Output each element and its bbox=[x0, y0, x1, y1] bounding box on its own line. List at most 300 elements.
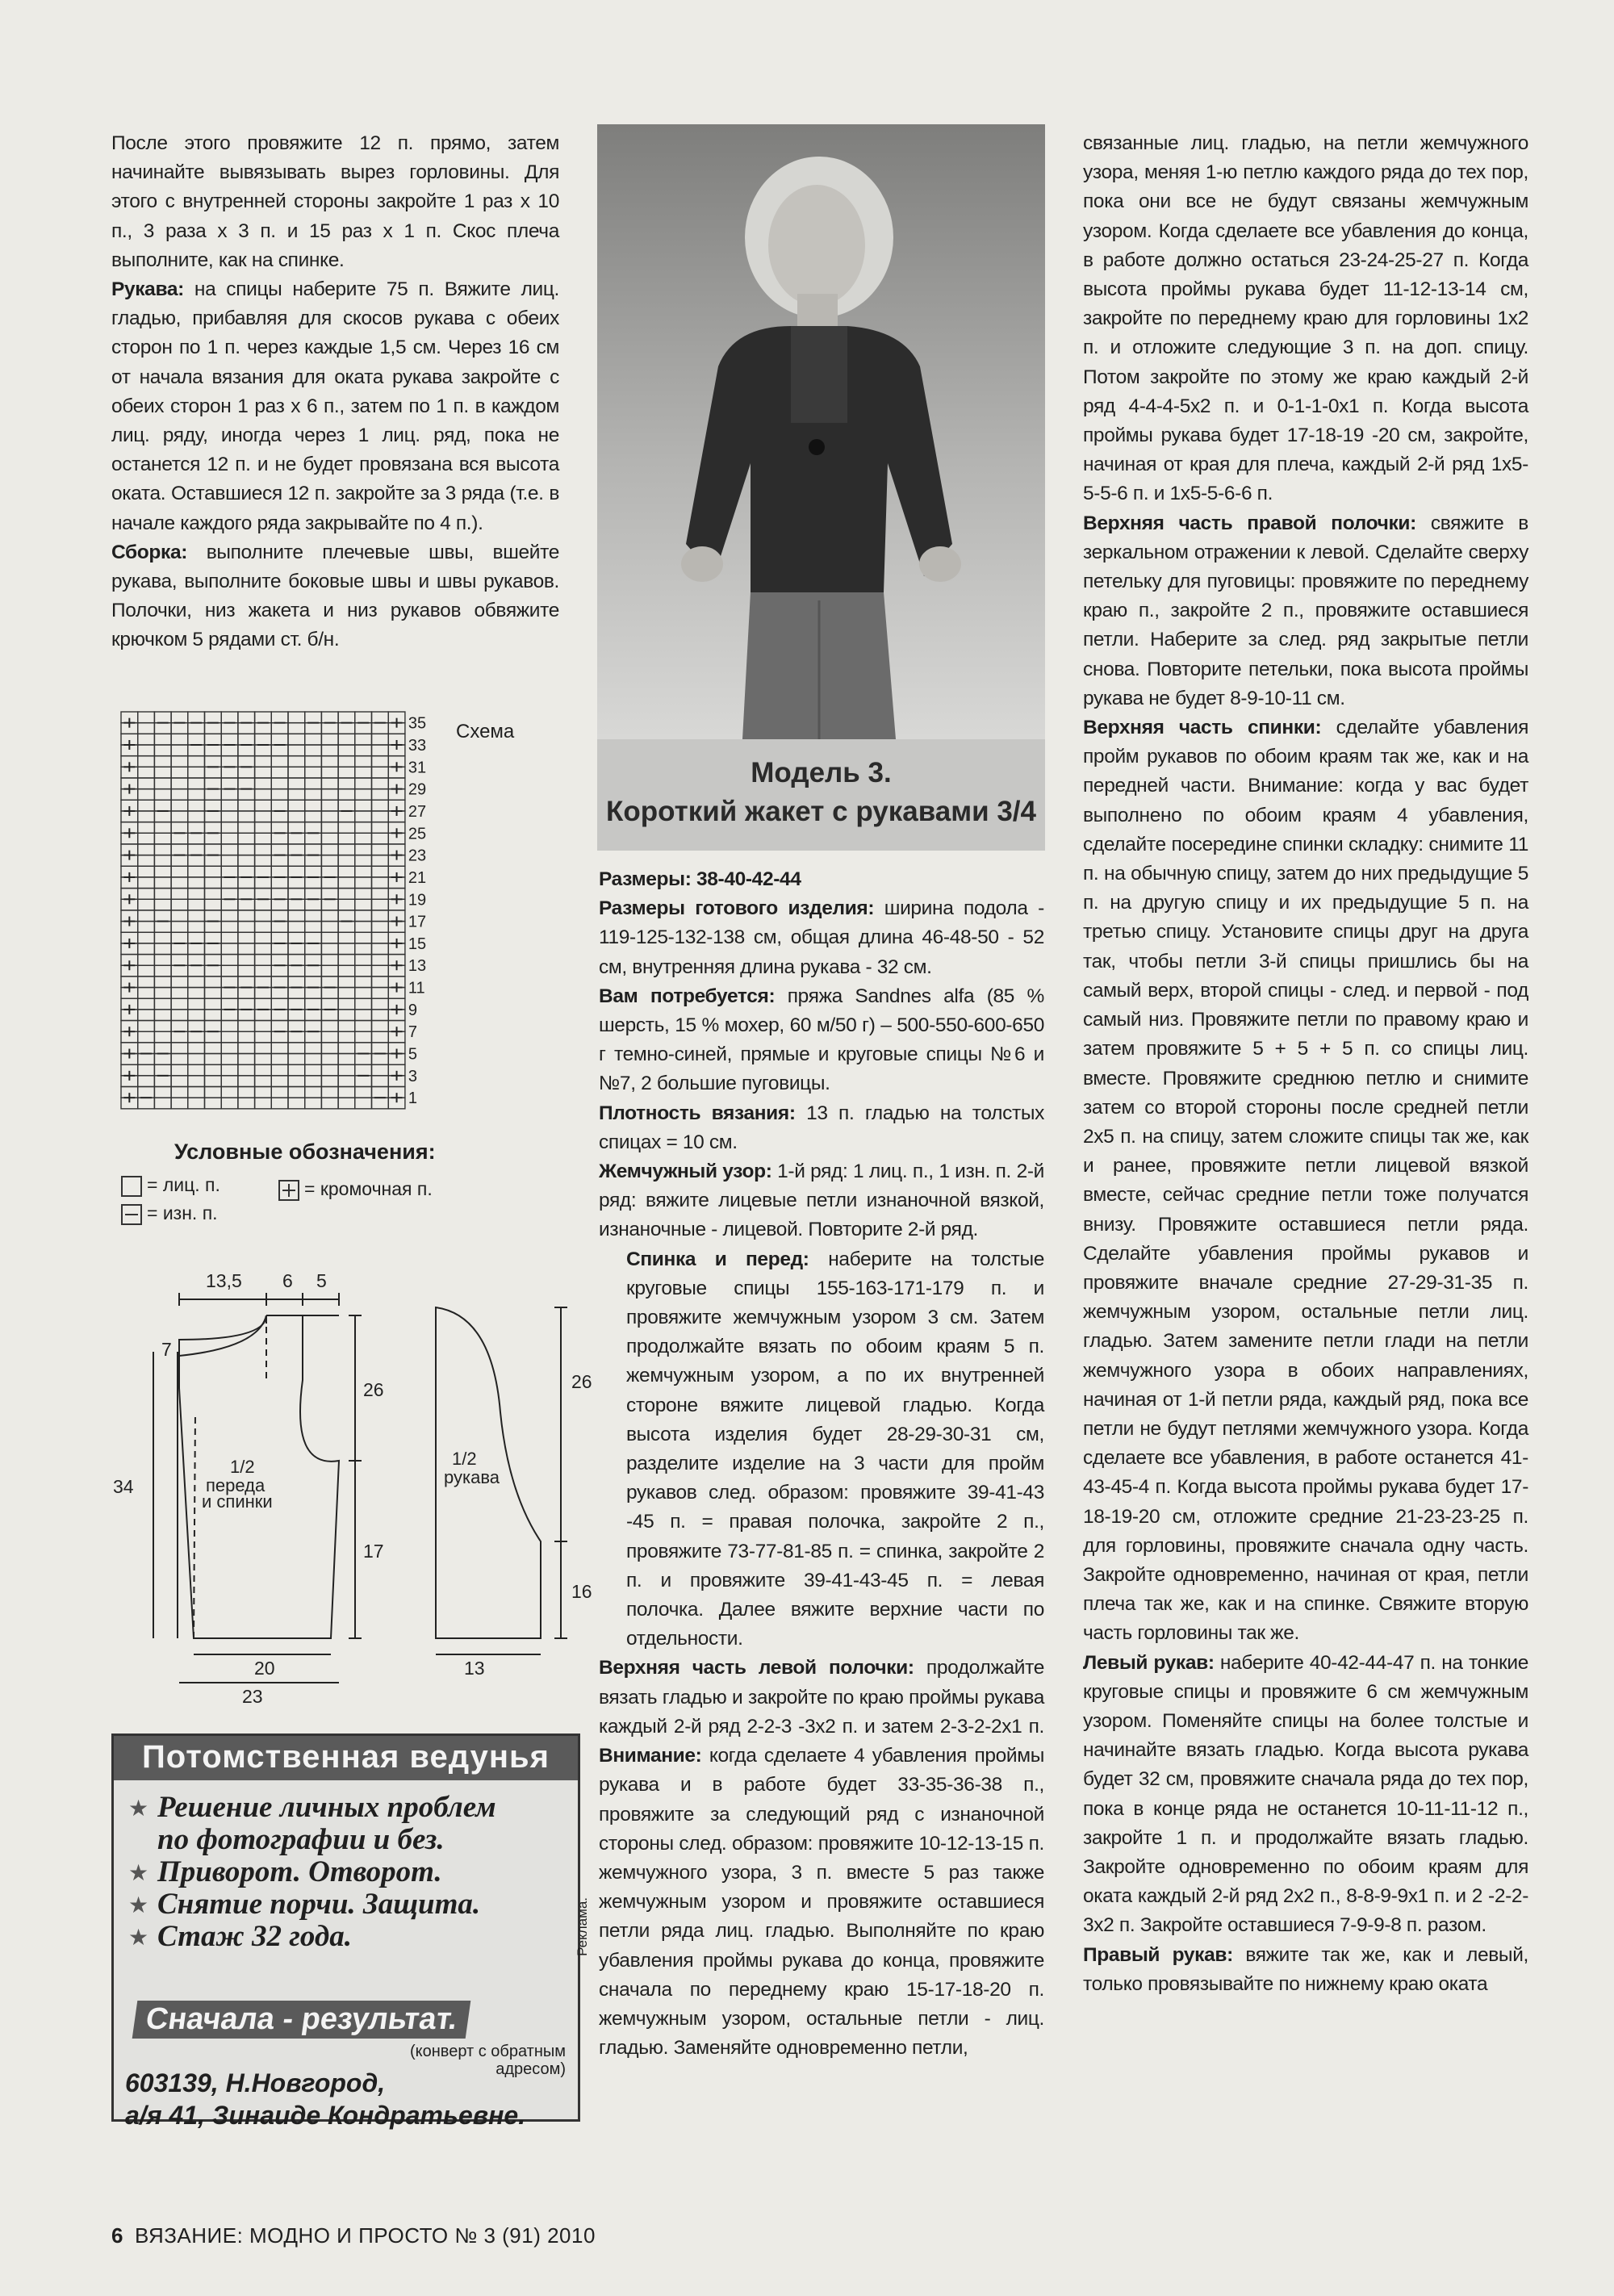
chart-cell bbox=[305, 778, 322, 789]
chart-cell bbox=[221, 922, 238, 933]
chart-cell bbox=[154, 899, 171, 910]
page-footer bbox=[111, 2223, 596, 2248]
chart-cell bbox=[288, 734, 305, 745]
chart-cell bbox=[221, 932, 238, 943]
chart-cell bbox=[305, 1064, 322, 1076]
chart-cell bbox=[221, 844, 238, 855]
left-front-paragraph: Верхняя часть левой полочки: продолжайте вязать гладью и закройте по краю проймы рукава каждый 2-й ряд 2-2-3 -3х2 п. и затем 2-3-2-2х1 п. Внимание: когда сделаете 4 убавления проймы рукава и в работе будет 33-35-36-38 п., провяжите за следующий ряд с изнаночной стороны след. образом: провяжите 10-12-13-15 п. жемчужного узора, 3 п. вместе 5 раз также жемчужным узором и провяжите оставшиеся петли ряда лиц. гладью. Выполняйте по краю убавления проймы рукава до конца, провяжите сначала по переднему краю 15-17-18-20 п. жемчужным узором, остальные петли - лиц. гладью. Заменяйте одновременно петли, bbox=[599, 1657, 1044, 2060]
chart-cell bbox=[205, 1021, 222, 1032]
chart-cell bbox=[188, 1031, 205, 1043]
chart-cell bbox=[321, 723, 338, 734]
ad-line-1: Решение личных проблем bbox=[157, 1791, 496, 1824]
chart-cell bbox=[138, 734, 155, 745]
chart-cell bbox=[321, 734, 338, 745]
chart-cell bbox=[154, 822, 171, 834]
chart-cell bbox=[188, 734, 205, 745]
chart-cell bbox=[154, 745, 171, 756]
chart-cell bbox=[154, 922, 171, 933]
chart-cell bbox=[138, 1076, 155, 1087]
chart-cell bbox=[321, 1064, 338, 1076]
chart-cell bbox=[338, 998, 355, 1010]
chart-cell bbox=[355, 789, 372, 801]
chart-cell bbox=[355, 822, 372, 834]
chart-cell bbox=[138, 833, 155, 844]
chart-cell bbox=[255, 1031, 272, 1043]
chart-cell bbox=[138, 1043, 155, 1054]
chart-cell bbox=[355, 800, 372, 811]
chart-cell bbox=[238, 910, 255, 922]
chart-cell bbox=[321, 767, 338, 778]
chart-cell bbox=[321, 1087, 338, 1098]
chart-cell bbox=[171, 855, 188, 867]
chart-cell bbox=[338, 833, 355, 844]
chart-cell bbox=[238, 977, 255, 988]
chart-cell bbox=[205, 712, 222, 723]
chart-cell bbox=[221, 977, 238, 988]
chart-cell bbox=[271, 1087, 288, 1098]
chart-cell bbox=[205, 1043, 222, 1054]
chart-cell bbox=[255, 767, 272, 778]
chart-cell bbox=[255, 756, 272, 767]
chart-cell bbox=[305, 833, 322, 844]
ad-line-5: Стаж 32 года. bbox=[157, 1920, 352, 1953]
chart-cell bbox=[188, 889, 205, 900]
sizes: Размеры: 38-40-42-44 bbox=[599, 868, 801, 890]
chart-cell bbox=[372, 855, 389, 867]
chart-cell bbox=[338, 712, 355, 723]
chart-cell bbox=[372, 822, 389, 834]
chart-cell bbox=[238, 889, 255, 900]
row-number: 9 bbox=[408, 1001, 418, 1019]
chart-cell bbox=[205, 756, 222, 767]
chart-cell bbox=[338, 756, 355, 767]
chart-cell bbox=[154, 1010, 171, 1021]
chart-cell bbox=[271, 988, 288, 999]
chart-cell bbox=[372, 833, 389, 844]
chart-cell bbox=[238, 822, 255, 834]
chart-cell bbox=[171, 1076, 188, 1087]
svg-text:и спинки: и спинки bbox=[202, 1491, 273, 1512]
chart-cell bbox=[321, 977, 338, 988]
chart-cell bbox=[221, 1064, 238, 1076]
chart-cell bbox=[271, 844, 288, 855]
chart-cell bbox=[355, 1087, 372, 1098]
chart-cell bbox=[255, 943, 272, 955]
chart-cell bbox=[372, 811, 389, 822]
chart-cell bbox=[255, 811, 272, 822]
chart-cell bbox=[271, 1064, 288, 1076]
chart-cell bbox=[154, 889, 171, 900]
chart-cell bbox=[271, 833, 288, 844]
chart-cell bbox=[372, 1054, 389, 1065]
chart-cell bbox=[238, 800, 255, 811]
chart-cell bbox=[288, 712, 305, 723]
chart-cell bbox=[205, 1076, 222, 1087]
legend-title: Условные обозначения: bbox=[174, 1140, 436, 1164]
chart-cell bbox=[138, 943, 155, 955]
magazine-title: ВЯЗАНИЕ: МОДНО И ПРОСТО № 3 (91) 2010 bbox=[134, 2223, 596, 2248]
chart-cell bbox=[305, 844, 322, 855]
chart-cell bbox=[171, 844, 188, 855]
chart-cell bbox=[171, 778, 188, 789]
chart-cell bbox=[238, 1010, 255, 1021]
chart-cell bbox=[188, 767, 205, 778]
chart-cell bbox=[338, 899, 355, 910]
ad-marker: Реклама. bbox=[575, 1897, 590, 1956]
chart-cell bbox=[138, 800, 155, 811]
chart-cell bbox=[221, 833, 238, 844]
chart-cell bbox=[372, 778, 389, 789]
chart-cell bbox=[138, 1031, 155, 1043]
chart-cell bbox=[205, 844, 222, 855]
sleeves-label: Рукава: bbox=[111, 278, 184, 301]
chart-cell bbox=[255, 877, 272, 889]
chart-cell bbox=[288, 1043, 305, 1054]
chart-cell bbox=[238, 943, 255, 955]
chart-cell bbox=[171, 955, 188, 966]
chart-cell bbox=[271, 922, 288, 933]
chart-cell bbox=[138, 756, 155, 767]
chart-cell bbox=[288, 922, 305, 933]
chart-cell bbox=[221, 899, 238, 910]
chart-cell bbox=[255, 1021, 272, 1032]
chart-cell bbox=[288, 1054, 305, 1065]
chart-cell bbox=[205, 965, 222, 977]
chart-cell bbox=[271, 745, 288, 756]
row-number: 33 bbox=[408, 736, 427, 755]
chart-cell bbox=[338, 866, 355, 877]
chart-cell bbox=[321, 811, 338, 822]
chart-cell bbox=[154, 932, 171, 943]
chart-cell bbox=[255, 955, 272, 966]
chart-cell bbox=[205, 988, 222, 999]
ad-address: 603139, Н.Новгород, а/я 41, Зинаиде Кондратьевне. bbox=[125, 2068, 526, 2130]
chart-cell bbox=[205, 977, 222, 988]
chart-cell bbox=[238, 1054, 255, 1065]
chart-cell bbox=[271, 1021, 288, 1032]
dim-34: 34 bbox=[113, 1476, 134, 1497]
chart-cell bbox=[188, 877, 205, 889]
chart-cell bbox=[372, 1031, 389, 1043]
chart-cell bbox=[154, 734, 171, 745]
chart-cell bbox=[154, 855, 171, 867]
chart-cell bbox=[188, 965, 205, 977]
row-number: 17 bbox=[408, 913, 427, 931]
dim-13-5: 13,5 bbox=[206, 1270, 242, 1291]
chart-cell bbox=[188, 977, 205, 988]
chart-cell bbox=[188, 910, 205, 922]
chart-cell bbox=[154, 833, 171, 844]
chart-cell bbox=[238, 811, 255, 822]
chart-cell bbox=[288, 899, 305, 910]
chart-cell bbox=[288, 1076, 305, 1087]
chart-cell bbox=[372, 1098, 389, 1109]
chart-cell bbox=[288, 855, 305, 867]
chart-cell bbox=[355, 756, 372, 767]
chart-cell bbox=[171, 723, 188, 734]
chart-cell bbox=[221, 1087, 238, 1098]
chart-cell bbox=[205, 767, 222, 778]
chart-cell bbox=[188, 866, 205, 877]
chart-cell bbox=[305, 1054, 322, 1065]
chart-cell bbox=[205, 1098, 222, 1109]
chart-cell bbox=[372, 723, 389, 734]
chart-cell bbox=[355, 877, 372, 889]
chart-cell bbox=[355, 899, 372, 910]
chart-cell bbox=[188, 988, 205, 999]
chart-cell bbox=[221, 889, 238, 900]
chart-cell bbox=[355, 889, 372, 900]
chart-cell bbox=[238, 756, 255, 767]
chart-cell bbox=[271, 789, 288, 801]
chart-cell bbox=[255, 1054, 272, 1065]
chart-cell bbox=[238, 1076, 255, 1087]
chart-cell bbox=[238, 855, 255, 867]
chart-cell bbox=[321, 1031, 338, 1043]
chart-cell bbox=[238, 723, 255, 734]
chart-cell bbox=[372, 844, 389, 855]
chart-cell bbox=[138, 778, 155, 789]
chart-cell bbox=[238, 1021, 255, 1032]
chart-cell bbox=[372, 1064, 389, 1076]
chart-cell bbox=[372, 1087, 389, 1098]
chart-cell bbox=[338, 955, 355, 966]
chart-cell bbox=[288, 866, 305, 877]
chart-cell bbox=[154, 988, 171, 999]
chart-cell bbox=[288, 844, 305, 855]
chart-cell bbox=[321, 800, 338, 811]
row-number: 11 bbox=[408, 979, 425, 997]
chart-cell bbox=[321, 1021, 338, 1032]
chart-cell bbox=[372, 877, 389, 889]
chart-cell bbox=[271, 965, 288, 977]
photo-caption bbox=[597, 739, 1045, 851]
chart-cell bbox=[255, 800, 272, 811]
chart-cell bbox=[238, 1031, 255, 1043]
chart-cell bbox=[171, 988, 188, 999]
neck-paragraph: После этого провяжите 12 п. прямо, затем начинайте вывязывать вырез горловины. Для этого с внутренней стороны закройте 1 раз х 10 п., 3 раза х 3 п. и 15 раз х 1 п. Скос плеча выполните, как на спинке. bbox=[111, 132, 559, 271]
chart-cell bbox=[305, 712, 322, 723]
chart-cell bbox=[271, 1043, 288, 1054]
chart-cell bbox=[221, 800, 238, 811]
dim-5: 5 bbox=[316, 1270, 327, 1291]
finished-paragraph: Размеры готового изделия: ширина подола - 119-125-132-138 см, общая длина 46-48-50 - 52 см, внутренняя длина рукава - 32 см. bbox=[599, 897, 1044, 978]
chart-cell bbox=[205, 1064, 222, 1076]
chart-cell bbox=[321, 1010, 338, 1021]
chart-cell bbox=[338, 811, 355, 822]
chart-cell bbox=[154, 955, 171, 966]
chart-cell bbox=[255, 1010, 272, 1021]
chart-cell bbox=[355, 745, 372, 756]
chart-cell bbox=[288, 1010, 305, 1021]
chart-cell bbox=[338, 977, 355, 988]
chart-cell bbox=[355, 1098, 372, 1109]
chart-cell bbox=[221, 789, 238, 801]
sleeve-label: 1/2 bbox=[452, 1449, 477, 1469]
chart-cell bbox=[188, 1087, 205, 1098]
chart-cell bbox=[138, 922, 155, 933]
chart-cell bbox=[205, 1010, 222, 1021]
chart-cell bbox=[238, 998, 255, 1010]
chart-cell bbox=[355, 844, 372, 855]
chart-cell bbox=[305, 745, 322, 756]
chart-cell bbox=[305, 1021, 322, 1032]
chart-cell bbox=[171, 712, 188, 723]
chart-cell bbox=[355, 1076, 372, 1087]
chart-cell bbox=[338, 745, 355, 756]
chart-cell bbox=[305, 922, 322, 933]
chart-cell bbox=[238, 1043, 255, 1054]
star-icon: ★ bbox=[128, 1860, 149, 1885]
chart-cell bbox=[188, 844, 205, 855]
chart-cell bbox=[238, 988, 255, 999]
chart-cell bbox=[154, 756, 171, 767]
dim-26: 26 bbox=[363, 1379, 384, 1400]
chart-cell bbox=[338, 778, 355, 789]
chart-cell bbox=[138, 1087, 155, 1098]
chart-cell bbox=[255, 855, 272, 867]
chart-cell bbox=[321, 778, 338, 789]
chart-cell bbox=[221, 756, 238, 767]
chart-cell bbox=[372, 889, 389, 900]
chart-cell bbox=[188, 1076, 205, 1087]
chart-cell bbox=[338, 910, 355, 922]
chart-cell bbox=[321, 1043, 338, 1054]
chart-cell bbox=[221, 778, 238, 789]
chart-cell bbox=[154, 1054, 171, 1065]
chart-cell bbox=[355, 932, 372, 943]
row-number: 1 bbox=[408, 1089, 418, 1108]
row-number: 3 bbox=[408, 1067, 418, 1085]
chart-cell bbox=[305, 977, 322, 988]
chart-cell bbox=[321, 789, 338, 801]
chart-cell bbox=[321, 889, 338, 900]
chart-cell bbox=[271, 1076, 288, 1087]
back-front-paragraph: Спинка и перед: наберите на толстые круговые спицы 155-163-171-179 п. и провяжите жемчужным узором 3 см. Затем продолжайте вязать по обоим краям 5 п. жемчужным узором, а по их внутренней стороне вяжите лицевой гладью. Когда высота изделия будет 28-29-30-31 см, разделите изделие на 3 части для пройм рукавов след. образом: провяжите 39-41-43 -45 п. = правая полочка, закройте 2 п., провяжите 73-77-81-85 п. = спинка, закройте 2 п. и провяжите 39-41-43-45 п. = левая полочка. Далее вяжите верхние части по отдельности. bbox=[626, 1248, 1044, 1650]
chart-cell bbox=[271, 756, 288, 767]
chart-cell bbox=[238, 899, 255, 910]
chart-cell bbox=[221, 1054, 238, 1065]
chart-cell bbox=[188, 1021, 205, 1032]
chart-cell bbox=[171, 932, 188, 943]
chart-cell bbox=[138, 789, 155, 801]
chart-cell bbox=[321, 955, 338, 966]
chart-cell bbox=[321, 877, 338, 889]
text-column-2 bbox=[599, 865, 1044, 2063]
chart-cell bbox=[138, 899, 155, 910]
chart-cell bbox=[288, 833, 305, 844]
chart-cell bbox=[255, 789, 272, 801]
chart-cell bbox=[271, 1054, 288, 1065]
chart-cell bbox=[154, 778, 171, 789]
chart-cell bbox=[288, 822, 305, 834]
row-number: 23 bbox=[408, 847, 427, 865]
model-title: Короткий жакет с рукавами 3/4 bbox=[606, 796, 1036, 827]
chart-cell bbox=[138, 955, 155, 966]
chart-cell bbox=[255, 977, 272, 988]
row-number: 27 bbox=[408, 802, 427, 821]
chart-cell bbox=[138, 1021, 155, 1032]
chart-cell bbox=[372, 1021, 389, 1032]
chart-cell bbox=[355, 1054, 372, 1065]
chart-cell bbox=[321, 745, 338, 756]
chart-cell bbox=[288, 965, 305, 977]
chart-cell bbox=[271, 899, 288, 910]
chart-cell bbox=[171, 833, 188, 844]
continue-paragraph: связанные лиц. гладью, на петли жемчужного узора, меняя 1-ю петлю каждого ряда до тех пор, пока они все не будут связаны жемчужным узором. Когда сделаете все убавления до конца, в работе должно остаться 23-24-25-27 п. Когда высота проймы рукава будет 11-12-13-14 см, закройте по переднему краю для горловины 1х2 п. и отложите следующие 3 п. на доп. спицу. Потом закройте по этому же краю каждый 2-й ряд 4-4-4-5х2 п. и 0-1-1-0х1 п. Когда высота проймы рукава будет 17-18-19 -20 см, закройте, начиная от края для плеча, каждый 2-й ряд 1х5-5-5-6 п. и 1х5-5-6-6 п. bbox=[1083, 132, 1528, 505]
chart-cell bbox=[205, 855, 222, 867]
chart-cell bbox=[355, 778, 372, 789]
chart-cell bbox=[338, 1098, 355, 1109]
chart-cell bbox=[255, 1087, 272, 1098]
row-number: 35 bbox=[408, 714, 427, 733]
chart-cell bbox=[138, 877, 155, 889]
chart-cell bbox=[321, 998, 338, 1010]
chart-cell bbox=[238, 866, 255, 877]
edge-stitch-icon bbox=[278, 1180, 299, 1201]
chart-cell bbox=[138, 811, 155, 822]
chart-cell bbox=[205, 932, 222, 943]
chart-cell bbox=[305, 800, 322, 811]
legend-knit: = лиц. п. bbox=[121, 1174, 220, 1197]
dim-23: 23 bbox=[242, 1686, 263, 1707]
chart-cell bbox=[154, 1064, 171, 1076]
chart-cell bbox=[372, 1043, 389, 1054]
chart-cell bbox=[321, 965, 338, 977]
chart-cell bbox=[255, 1098, 272, 1109]
chart-cell bbox=[205, 998, 222, 1010]
chart-cell bbox=[355, 712, 372, 723]
chart-cell bbox=[372, 767, 389, 778]
chart-cell bbox=[238, 833, 255, 844]
chart-cell bbox=[338, 965, 355, 977]
chart-cell bbox=[288, 988, 305, 999]
chart-cell bbox=[271, 932, 288, 943]
chart-cell bbox=[271, 977, 288, 988]
chart-cell bbox=[171, 965, 188, 977]
density-paragraph: Плотность вязания: 13 п. гладью на толстых спицах = 10 см. bbox=[599, 1102, 1045, 1153]
chart-cell bbox=[255, 745, 272, 756]
chart-cell bbox=[255, 866, 272, 877]
assembly-label: Сборка: bbox=[111, 541, 188, 563]
chart-cell bbox=[338, 943, 355, 955]
chart-cell bbox=[288, 998, 305, 1010]
chart-cell bbox=[321, 866, 338, 877]
chart-cell bbox=[205, 1054, 222, 1065]
chart-cell bbox=[171, 1064, 188, 1076]
chart-cell bbox=[205, 723, 222, 734]
chart-cell bbox=[238, 877, 255, 889]
chart-cell bbox=[188, 943, 205, 955]
chart-cell bbox=[271, 811, 288, 822]
chart-cell bbox=[154, 1098, 171, 1109]
chart-cell bbox=[171, 922, 188, 933]
chart-cell bbox=[271, 866, 288, 877]
chart-cell bbox=[271, 1098, 288, 1109]
chart-cell bbox=[188, 1043, 205, 1054]
chart-cell bbox=[372, 1010, 389, 1021]
row-number: 25 bbox=[408, 825, 427, 843]
chart-cell bbox=[188, 855, 205, 867]
ad-line-3: Приворот. Отворот. bbox=[157, 1855, 442, 1888]
chart-cell bbox=[171, 889, 188, 900]
chart-cell bbox=[221, 1076, 238, 1087]
chart-cell bbox=[305, 965, 322, 977]
chart-cell bbox=[188, 756, 205, 767]
knitting-chart bbox=[121, 710, 460, 1114]
chart-cell bbox=[305, 899, 322, 910]
chart-cell bbox=[154, 998, 171, 1010]
